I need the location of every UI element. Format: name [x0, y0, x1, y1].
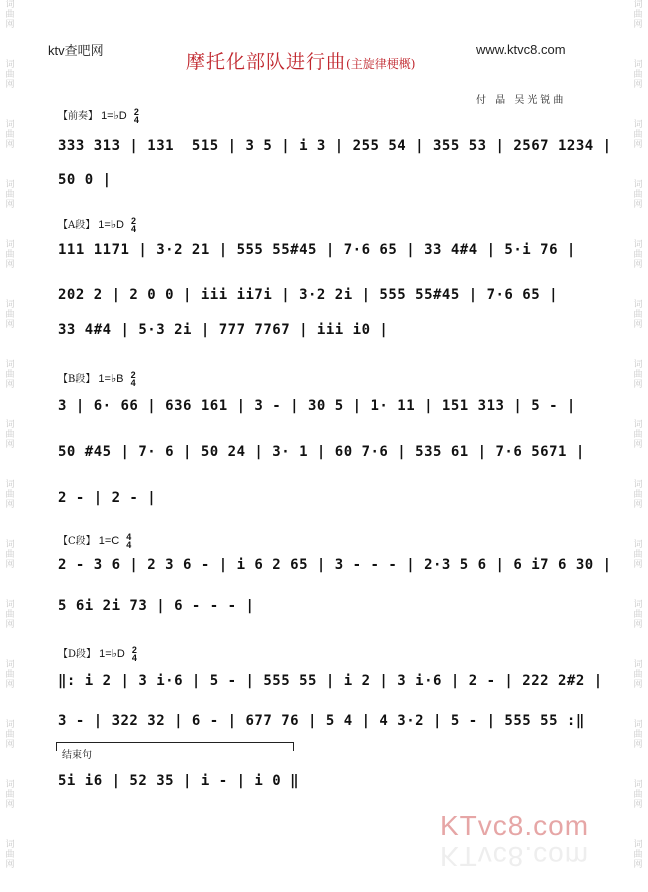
side-watermark-char: 曲 [633, 430, 643, 440]
side-watermark-char [2, 170, 18, 180]
side-watermark-char [2, 350, 18, 360]
side-watermark-char [2, 690, 18, 700]
side-watermark-char [630, 210, 646, 220]
side-watermark-char: 网 [633, 260, 643, 270]
time-signature [131, 371, 136, 387]
section-label: 【B段】 [58, 374, 96, 385]
side-watermark-char [630, 590, 646, 600]
side-watermark-char [630, 400, 646, 410]
side-watermark-char [2, 760, 18, 770]
time-top: 2 [133, 107, 139, 118]
side-watermark-char: 网 [5, 260, 15, 270]
time-signature [134, 108, 139, 124]
side-watermark-char: 曲 [633, 250, 643, 260]
title-text: 摩托化部队进行曲 [186, 51, 347, 73]
key-signature: 1=♭B [98, 373, 124, 385]
side-watermark-char [630, 290, 646, 300]
side-watermark-char: 曲 [633, 670, 643, 680]
side-watermark-char: 词 [5, 240, 15, 250]
side-watermark-char [630, 110, 646, 120]
side-watermark-char [630, 280, 646, 290]
side-watermark-char: 曲 [5, 310, 15, 320]
side-watermark-right [630, 0, 646, 892]
side-watermark-char: 词 [633, 420, 643, 430]
side-watermark-char: 网 [633, 320, 643, 330]
side-watermark-char [2, 880, 18, 890]
key-signature: 1=C [98, 535, 120, 547]
watermark-logo: KTvc8.com [440, 810, 590, 841]
score-line: 5 6i 2i 73 | 6 - - - | [58, 598, 255, 614]
side-watermark-char: 网 [633, 740, 643, 750]
side-watermark-char: 曲 [5, 790, 15, 800]
side-watermark-char [2, 700, 18, 710]
side-watermark-char [2, 230, 18, 240]
side-watermark-char [630, 510, 646, 520]
side-watermark-char [630, 520, 646, 530]
side-watermark-char [630, 810, 646, 820]
side-watermark-char: 曲 [633, 610, 643, 620]
side-watermark-char [630, 170, 646, 180]
side-watermark-char: 曲 [5, 490, 15, 500]
side-watermark-char: 词 [633, 780, 643, 790]
side-watermark-char [630, 160, 646, 170]
score-line: 202 2 | 2 0 0 | iii ii7i | 3·2 2i | 555 55#45 | 7·6 65 | [58, 287, 559, 303]
score-line: 33 4#4 | 5·3 2i | 777 7767 | iii i0 | [58, 322, 389, 338]
side-watermark-char: 词 [5, 840, 15, 850]
side-watermark-char [630, 700, 646, 710]
score-line: 50 #45 | 7· 6 | 50 24 | 3· 1 | 60 7·6 | 535 61 | 7·6 5671 | [58, 444, 585, 460]
side-watermark-char: 曲 [5, 730, 15, 740]
section-header-d [58, 645, 137, 662]
side-watermark-char: 曲 [633, 10, 643, 20]
side-watermark-char [630, 750, 646, 760]
composer-credit: 付 晶 吴光锐曲 [476, 95, 567, 106]
side-watermark-char [2, 520, 18, 530]
side-watermark-char: 词 [5, 0, 15, 10]
side-watermark-char: 网 [5, 20, 15, 30]
side-watermark-char [630, 710, 646, 720]
section-header-a [58, 216, 136, 233]
side-watermark-char [630, 530, 646, 540]
score-title [186, 47, 415, 74]
side-watermark-char: 网 [5, 800, 15, 810]
section-header-b [58, 370, 136, 387]
side-watermark-char [630, 330, 646, 340]
side-watermark-char [630, 390, 646, 400]
side-watermark-char [630, 630, 646, 640]
side-watermark-char [630, 350, 646, 360]
side-watermark-char: 词 [633, 360, 643, 370]
side-watermark-char: 网 [633, 560, 643, 570]
side-watermark-char: 网 [633, 800, 643, 810]
side-watermark-char [630, 870, 646, 880]
time-bottom: 4 [131, 224, 137, 235]
side-watermark-char: 曲 [5, 850, 15, 860]
side-watermark-char [2, 650, 18, 660]
side-watermark-char: 曲 [5, 10, 15, 20]
side-watermark-char [2, 750, 18, 760]
side-watermark-char [630, 230, 646, 240]
key-signature: 1=♭D [99, 648, 125, 660]
side-watermark-char: 网 [5, 860, 15, 870]
side-watermark-char [630, 150, 646, 160]
side-watermark-char: 词 [5, 360, 15, 370]
side-watermark-char: 网 [5, 680, 15, 690]
score-line: 2 - | 2 - | [58, 490, 157, 506]
side-watermark-char: 词 [5, 300, 15, 310]
side-watermark-char [2, 530, 18, 540]
side-watermark-char: 曲 [633, 130, 643, 140]
side-watermark-char: 网 [5, 320, 15, 330]
side-watermark-char: 词 [5, 120, 15, 130]
side-watermark-char: 网 [5, 560, 15, 570]
side-watermark-char [2, 570, 18, 580]
side-watermark-char: 曲 [5, 190, 15, 200]
side-watermark-char [630, 340, 646, 350]
side-watermark-char: 曲 [5, 370, 15, 380]
time-signature [126, 533, 131, 549]
side-watermark-char: 网 [633, 200, 643, 210]
side-watermark-char: 网 [633, 680, 643, 690]
section-label: 【D段】 [58, 649, 97, 660]
side-watermark-char: 网 [633, 860, 643, 870]
section-label: 【C段】 [58, 536, 96, 547]
side-watermark-char [2, 210, 18, 220]
side-watermark-char: 词 [633, 0, 643, 10]
side-watermark-char: 词 [633, 60, 643, 70]
score-line: 50 0 | [58, 172, 112, 188]
side-watermark-char: 曲 [5, 130, 15, 140]
side-watermark-char: 词 [633, 720, 643, 730]
side-watermark-char [2, 820, 18, 830]
side-watermark-char [2, 100, 18, 110]
side-watermark-char [630, 640, 646, 650]
side-watermark-char: 曲 [633, 550, 643, 560]
side-watermark-char [2, 110, 18, 120]
side-watermark-char [630, 570, 646, 580]
time-top: 2 [131, 216, 137, 227]
side-watermark-char [2, 270, 18, 280]
side-watermark-char: 曲 [5, 430, 15, 440]
site-url-right: www.ktvc8.com [476, 42, 566, 57]
side-watermark-char: 曲 [633, 850, 643, 860]
time-signature [132, 646, 137, 662]
side-watermark-char [2, 810, 18, 820]
side-watermark-char: 词 [5, 60, 15, 70]
side-watermark-char: 曲 [5, 70, 15, 80]
side-watermark-char [630, 580, 646, 590]
side-watermark-char: 词 [633, 480, 643, 490]
side-watermark-char: 曲 [5, 670, 15, 680]
side-watermark-char: 网 [633, 440, 643, 450]
time-top: 4 [126, 532, 132, 543]
side-watermark-char: 曲 [5, 550, 15, 560]
side-watermark-char: 网 [5, 740, 15, 750]
side-watermark-char [2, 830, 18, 840]
side-watermark-char: 曲 [633, 190, 643, 200]
side-watermark-char: 曲 [5, 610, 15, 620]
section-label: 【A段】 [58, 220, 96, 231]
side-watermark-char [2, 160, 18, 170]
side-watermark-char: 词 [633, 660, 643, 670]
side-watermark-char: 曲 [633, 370, 643, 380]
side-watermark-char [630, 90, 646, 100]
side-watermark-char [2, 90, 18, 100]
side-watermark-char: 词 [633, 840, 643, 850]
side-watermark-char [630, 830, 646, 840]
side-watermark-char: 词 [5, 540, 15, 550]
side-watermark-char: 词 [633, 180, 643, 190]
side-watermark-char: 网 [633, 500, 643, 510]
side-watermark-char [2, 30, 18, 40]
side-watermark-char [630, 50, 646, 60]
time-bottom: 4 [126, 540, 132, 551]
side-watermark-char [2, 460, 18, 470]
side-watermark-char [630, 760, 646, 770]
title-subtitle: (主旋律梗概) [346, 57, 416, 71]
side-watermark-char [2, 330, 18, 340]
side-watermark-char [2, 340, 18, 350]
side-watermark-char [630, 40, 646, 50]
side-watermark-char: 曲 [633, 490, 643, 500]
side-watermark-char [2, 40, 18, 50]
side-watermark-char: 词 [5, 480, 15, 490]
side-watermark-char: 网 [633, 620, 643, 630]
score-line: ‖: i 2 | 3 i·6 | 5 - | 555 55 | i 2 | 3 i·6 | 2 - | 222 2#2 | [58, 673, 603, 689]
side-watermark-char [2, 470, 18, 480]
score-line: 111 1171 | 3·2 21 | 555 55#45 | 7·6 65 | 33 4#4 | 5·i 76 | [58, 242, 576, 258]
side-watermark-char [2, 630, 18, 640]
side-watermark-char: 网 [5, 500, 15, 510]
side-watermark-char: 词 [5, 420, 15, 430]
side-watermark-char [2, 220, 18, 230]
side-watermark-char [2, 510, 18, 520]
side-watermark-char: 网 [633, 80, 643, 90]
site-name-left: ktv查吧网 [48, 43, 104, 58]
score-line: 5i i6 | 52 35 | i - | i 0 ‖ [58, 773, 300, 789]
side-watermark-char: 网 [5, 380, 15, 390]
score-line: 3 | 6· 66 | 636 161 | 3 - | 30 5 | 1· 11 | 151 313 | 5 - | [58, 398, 576, 414]
key-signature: 1=♭D [101, 110, 127, 122]
time-top: 2 [131, 645, 137, 656]
side-watermark-char: 网 [633, 380, 643, 390]
side-watermark-char [630, 820, 646, 830]
time-signature [131, 217, 136, 233]
side-watermark-char [2, 400, 18, 410]
score-line: 3 - | 322 32 | 6 - | 677 76 | 5 4 | 4 3·2 | 5 - | 555 55 :‖ [58, 713, 585, 729]
side-watermark-char [2, 150, 18, 160]
side-watermark-char [2, 870, 18, 880]
section-header-intro [58, 107, 139, 124]
side-watermark-char: 网 [5, 80, 15, 90]
side-watermark-char [630, 770, 646, 780]
side-watermark-char [2, 710, 18, 720]
side-watermark-char [2, 770, 18, 780]
side-watermark-char [630, 270, 646, 280]
side-watermark-char: 曲 [633, 310, 643, 320]
side-watermark-char: 网 [633, 140, 643, 150]
side-watermark-char [630, 650, 646, 660]
side-watermark-char [2, 390, 18, 400]
side-watermark-char: 词 [633, 240, 643, 250]
side-watermark-char [2, 580, 18, 590]
side-watermark-char [2, 50, 18, 60]
section-header-c [58, 532, 131, 549]
side-watermark-char: 词 [5, 600, 15, 610]
side-watermark-char [630, 220, 646, 230]
watermark-reflection: KTvc8.com [440, 841, 590, 872]
side-watermark-char: 曲 [633, 730, 643, 740]
side-watermark-char: 词 [5, 780, 15, 790]
side-watermark-left [2, 0, 18, 892]
side-watermark-char [630, 100, 646, 110]
side-watermark-char [630, 880, 646, 890]
side-watermark-char: 词 [633, 300, 643, 310]
side-watermark-char: 词 [5, 660, 15, 670]
side-watermark-char: 词 [5, 180, 15, 190]
side-watermark-char [630, 30, 646, 40]
side-watermark-char [2, 410, 18, 420]
time-bottom: 4 [133, 115, 139, 126]
side-watermark-char [2, 590, 18, 600]
score-line: 333 313 | 131 515 | 3 5 | i 3 | 255 54 | 355 53 | 2567 1234 | [58, 138, 612, 154]
side-watermark-char [2, 640, 18, 650]
side-watermark-char: 曲 [633, 70, 643, 80]
side-watermark-char: 曲 [5, 250, 15, 260]
ending-label: 结束句 [62, 750, 92, 761]
side-watermark-char: 网 [633, 20, 643, 30]
side-watermark-char: 网 [5, 620, 15, 630]
side-watermark-char [2, 450, 18, 460]
side-watermark-char: 网 [5, 200, 15, 210]
side-watermark-char: 词 [5, 720, 15, 730]
time-bottom: 4 [131, 653, 137, 664]
side-watermark-char [630, 410, 646, 420]
side-watermark-char [2, 290, 18, 300]
section-label: 【前奏】 [58, 111, 98, 122]
side-watermark-char [630, 460, 646, 470]
side-watermark-char: 网 [5, 440, 15, 450]
side-watermark-char [630, 470, 646, 480]
side-watermark-char: 词 [633, 120, 643, 130]
side-watermark-char: 曲 [633, 790, 643, 800]
side-watermark-char [630, 450, 646, 460]
side-watermark-char: 网 [5, 140, 15, 150]
side-watermark-char [630, 690, 646, 700]
score-line: 2 - 3 6 | 2 3 6 - | i 6 2 65 | 3 - - - | 2·3 5 6 | 6 i7 6 30 | [58, 557, 612, 573]
time-top: 2 [130, 370, 136, 381]
side-watermark-char [2, 280, 18, 290]
side-watermark-char: 词 [633, 540, 643, 550]
side-watermark-char: 词 [633, 600, 643, 610]
time-bottom: 4 [130, 378, 136, 389]
key-signature: 1=♭D [98, 219, 124, 231]
